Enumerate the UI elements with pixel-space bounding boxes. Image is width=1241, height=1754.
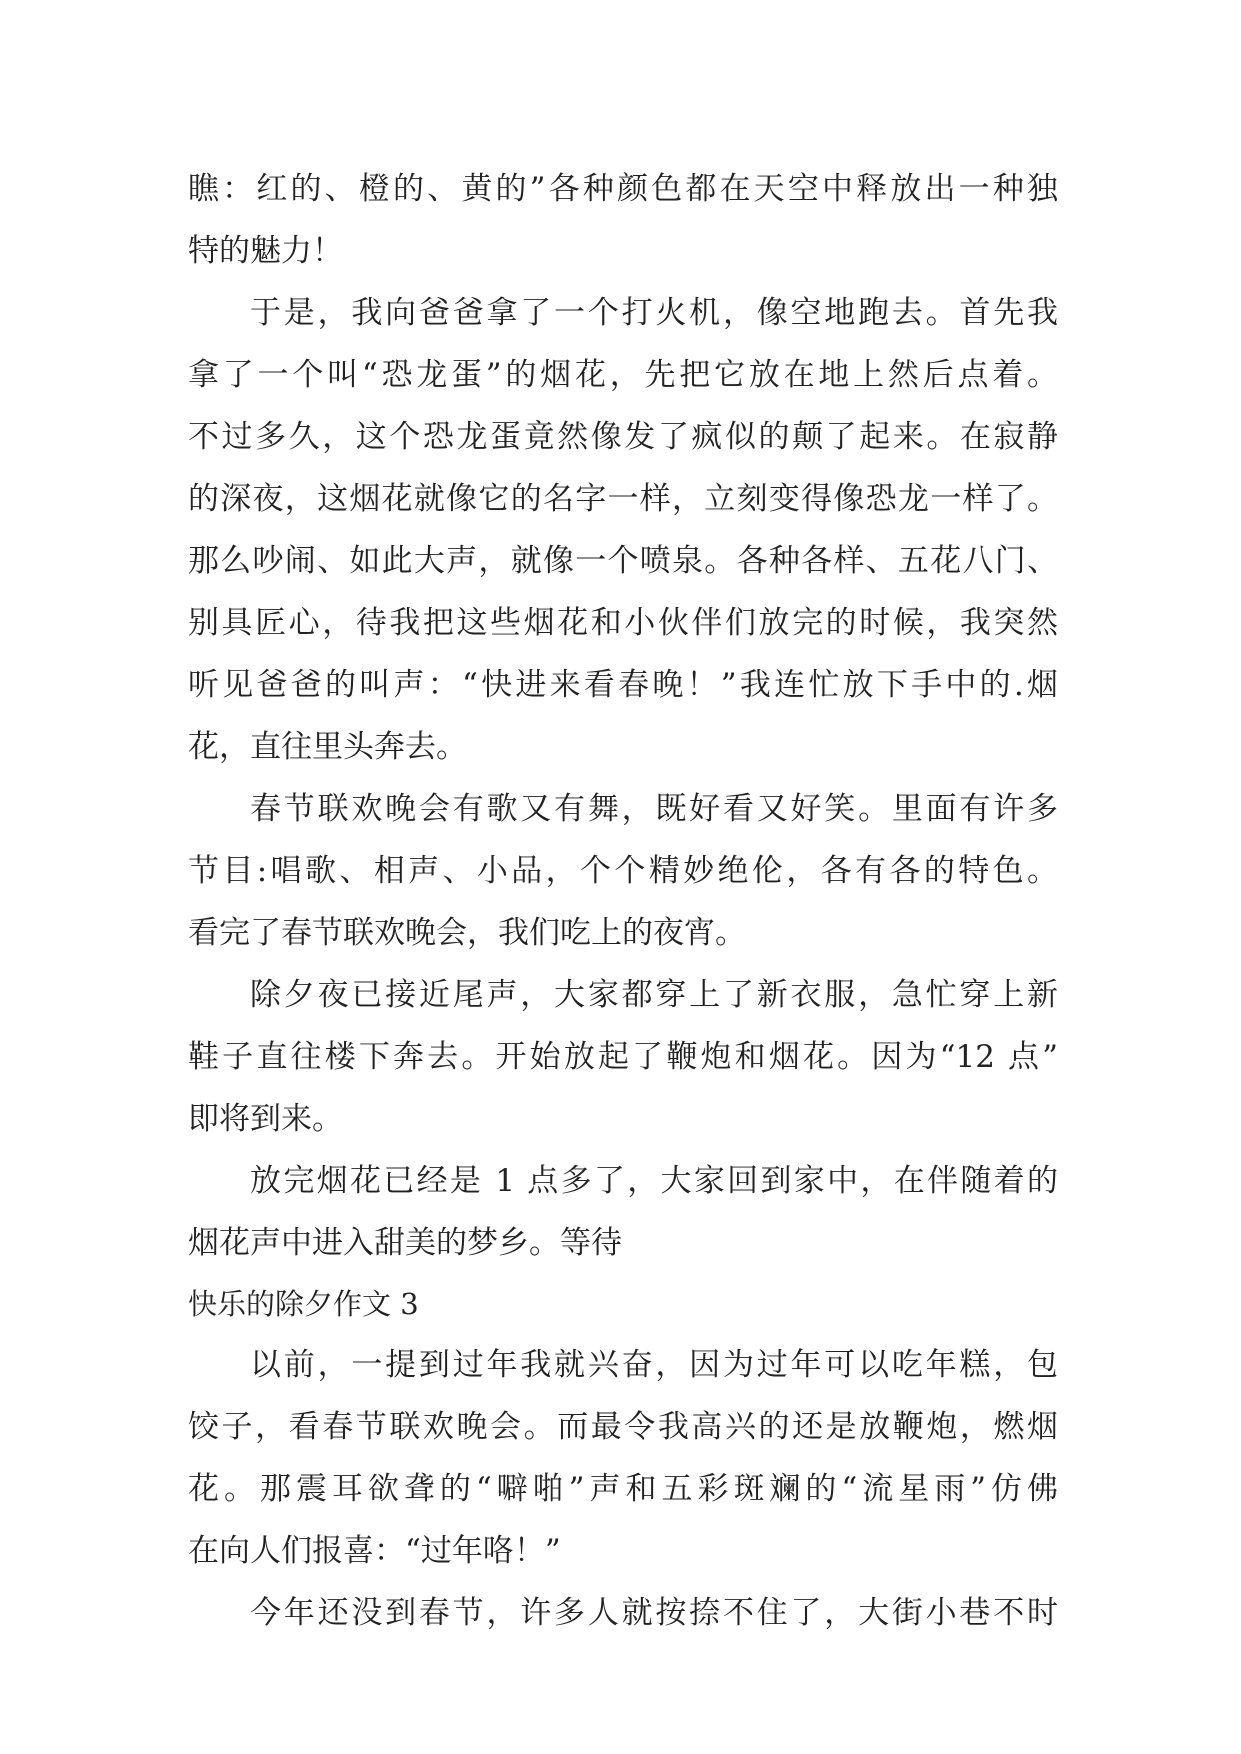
text-line: 看完了春节联欢晚会，我们吃上的夜宵。 [188,915,746,951]
text-line: 别具匠心，待我把这些烟花和小伙伴们放完的时候，我突然 [188,605,1058,641]
document-body [188,158,1058,1644]
text-line: 烟花声中进入甜美的梦乡。等待 [188,1225,622,1261]
text-line: 的深夜，这烟花就像它的名字一样，立刻变得像恐龙一样了。 [188,481,1058,517]
section-title: 快乐的除夕作文 3 [188,1287,419,1321]
text-line: 那么吵闹、如此大声，就像一个喷泉。各种各样、五花八门、 [188,543,1058,579]
text-line: 以前，一提到过年我就兴奋，因为过年可以吃年糕，包 [250,1347,1058,1383]
text-line: 放完烟花已经是 1 点多了，大家回到家中，在伴随着的 [250,1163,1058,1199]
text-line: 春节联欢晚会有歌又有舞，既好看又好笑。里面有许多 [250,791,1058,827]
text-line: 特的魅力！ [188,233,343,269]
text-line: 除夕夜已接近尾声，大家都穿上了新衣服，急忙穿上新 [250,977,1058,1013]
text-line: 即将到来。 [188,1101,343,1137]
text-line: 花，直往里头奔去。 [188,729,467,765]
text-line: 在向人们报喜：“过年咯！” [188,1533,561,1569]
text-line: 鞋子直往楼下奔去。开始放起了鞭炮和烟花。因为“12 点” [188,1039,1058,1075]
text-line: 今年还没到春节，许多人就按捺不住了，大街小巷不时 [250,1595,1058,1631]
text-line: 不过多久，这个恐龙蛋竟然像发了疯似的颠了起来。在寂静 [188,419,1058,455]
text-line: 节目:唱歌、相声、小品，个个精妙绝伦，各有各的特色。 [188,853,1058,889]
text-line: 拿了一个叫“恐龙蛋”的烟花，先把它放在地上然后点着。 [188,357,1058,393]
text-line: 饺子，看春节联欢晚会。而最令我高兴的还是放鞭炮，燃烟 [188,1409,1058,1445]
text-line: 瞧：红的、橙的、黄的”各种颜色都在天空中释放出一种独 [188,171,1058,207]
text-line: 听见爸爸的叫声：“快进来看春晚！”我连忙放下手中的.烟 [188,667,1058,703]
text-line: 于是，我向爸爸拿了一个打火机，像空地跑去。首先我 [250,295,1058,331]
text-line: 花。那震耳欲聋的“噼啪”声和五彩斑斓的“流星雨”仿佛 [188,1471,1058,1507]
